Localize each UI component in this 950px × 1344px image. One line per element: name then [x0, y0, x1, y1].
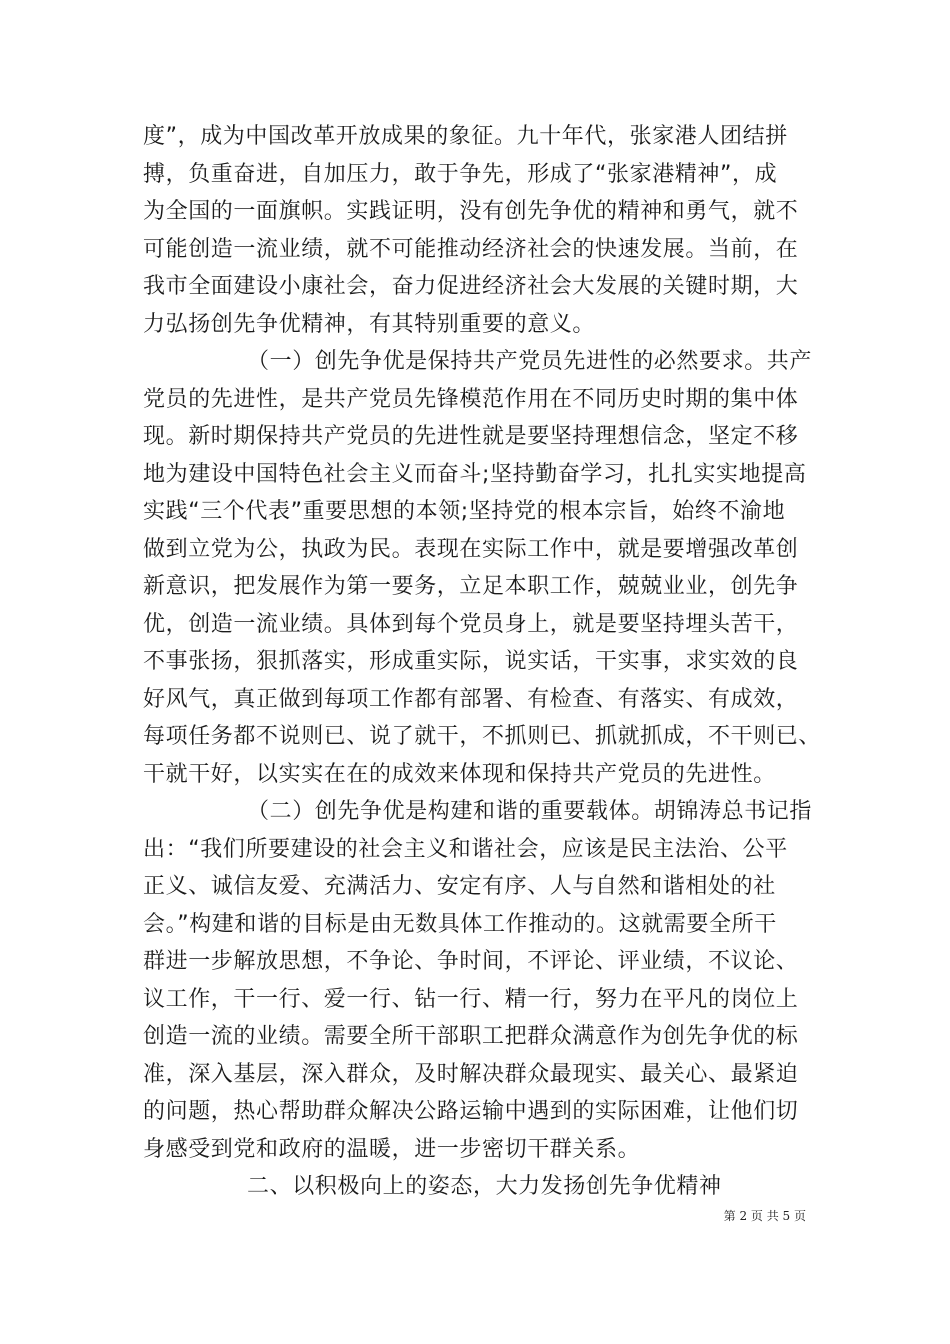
text-line: 力弘扬创先争优精神，有其特别重要的意义。 [143, 311, 596, 337]
text-line: 群进一步解放思想，不争论、争时间，不评论、评业绩，不议论、 [143, 949, 799, 974]
text-line: 度”，成为中国改革开放成果的象征。九十年代，张家港人团结拼 [143, 124, 788, 149]
text-line: 正义、诚信友爱、充满活力、安定有序、人与自然和谐相处的社 [143, 874, 776, 899]
text-line: 实践“三个代表”重要思想的本领;坚持党的根本宗旨，始终不渝地 [143, 499, 786, 524]
text-line: 做到立党为公，执政为民。表现在实际工作中，就是要增强改革创 [143, 536, 799, 562]
paragraph-start-line: （一）创先争优是保持共产党员先进性的必然要求。共产 [247, 349, 813, 374]
body-text [143, 118, 822, 1206]
text-line: 优，创造一流业绩。具体到每个党员身上，就是要坚持埋头苦干， [143, 611, 799, 637]
text-line: 不事张扬，狠抓落实，形成重实际，说实话，干实事，求实效的良 [143, 649, 799, 674]
text-line: 现。新时期保持共产党员的先进性就是要坚持理想信念，坚定不移 [143, 424, 799, 449]
section-heading: 二、以积极向上的姿态，大力发扬创先争优精神 [247, 1174, 722, 1199]
text-line: 每项任务都不说则已、说了就干，不抓则已、抓就抓成，不干则已、 [143, 724, 822, 749]
text-line: 准，深入基层，深入群众，及时解决群众最现实、最关心、最紧迫 [143, 1061, 799, 1087]
text-line: 身感受到党和政府的温暖，进一步密切干群关系。 [143, 1136, 641, 1162]
page-number-footer: 第 2 页 共 5 页 [723, 1209, 806, 1223]
text-line: 我市全面建设小康社会，奋力促进经济社会大发展的关键时期，大 [143, 274, 799, 299]
text-line: 出：“我们所要建设的社会主义和谐社会，应该是民主法治、公平 [143, 836, 788, 862]
text-line: 的问题，热心帮助群众解决公路运输中遇到的实际困难，让他们切 [143, 1099, 799, 1124]
text-line: 会。”构建和谐的目标是由无数具体工作推动的。这就需要全所干 [143, 911, 777, 937]
text-line: 可能创造一流业绩，就不可能推动经济社会的快速发展。当前，在 [143, 236, 799, 262]
text-line: 好风气，真正做到每项工作都有部署、有检查、有落实、有成效， [143, 686, 799, 712]
text-line: 创造一流的业绩。需要全所干部职工把群众满意作为创先争优的标 [143, 1024, 799, 1049]
text-line: 新意识，把发展作为第一要务，立足本职工作，兢兢业业，创先争 [143, 574, 799, 599]
text-line: 为全国的一面旗帜。实践证明，没有创先争优的精神和勇气，就不 [143, 199, 799, 224]
text-line: 搏，负重奋进，自加压力，敢于争先，形成了“张家港精神”，成 [143, 161, 778, 187]
text-line: 干就干好，以实实在在的成效来体现和保持共产党员的先进性。 [143, 761, 776, 787]
text-line: 议工作，干一行、爱一行、钻一行、精一行，努力在平凡的岗位上 [143, 986, 799, 1012]
text-line: 地为建设中国特色社会主义而奋斗;坚持勤奋学习，扎扎实实地提高 [143, 461, 807, 487]
text-line: 党员的先进性，是共产党员先锋模范作用在不同历史时期的集中体 [143, 386, 799, 412]
paragraph-start-line: （二）创先争优是构建和谐的重要载体。胡锦涛总书记指 [247, 799, 813, 824]
